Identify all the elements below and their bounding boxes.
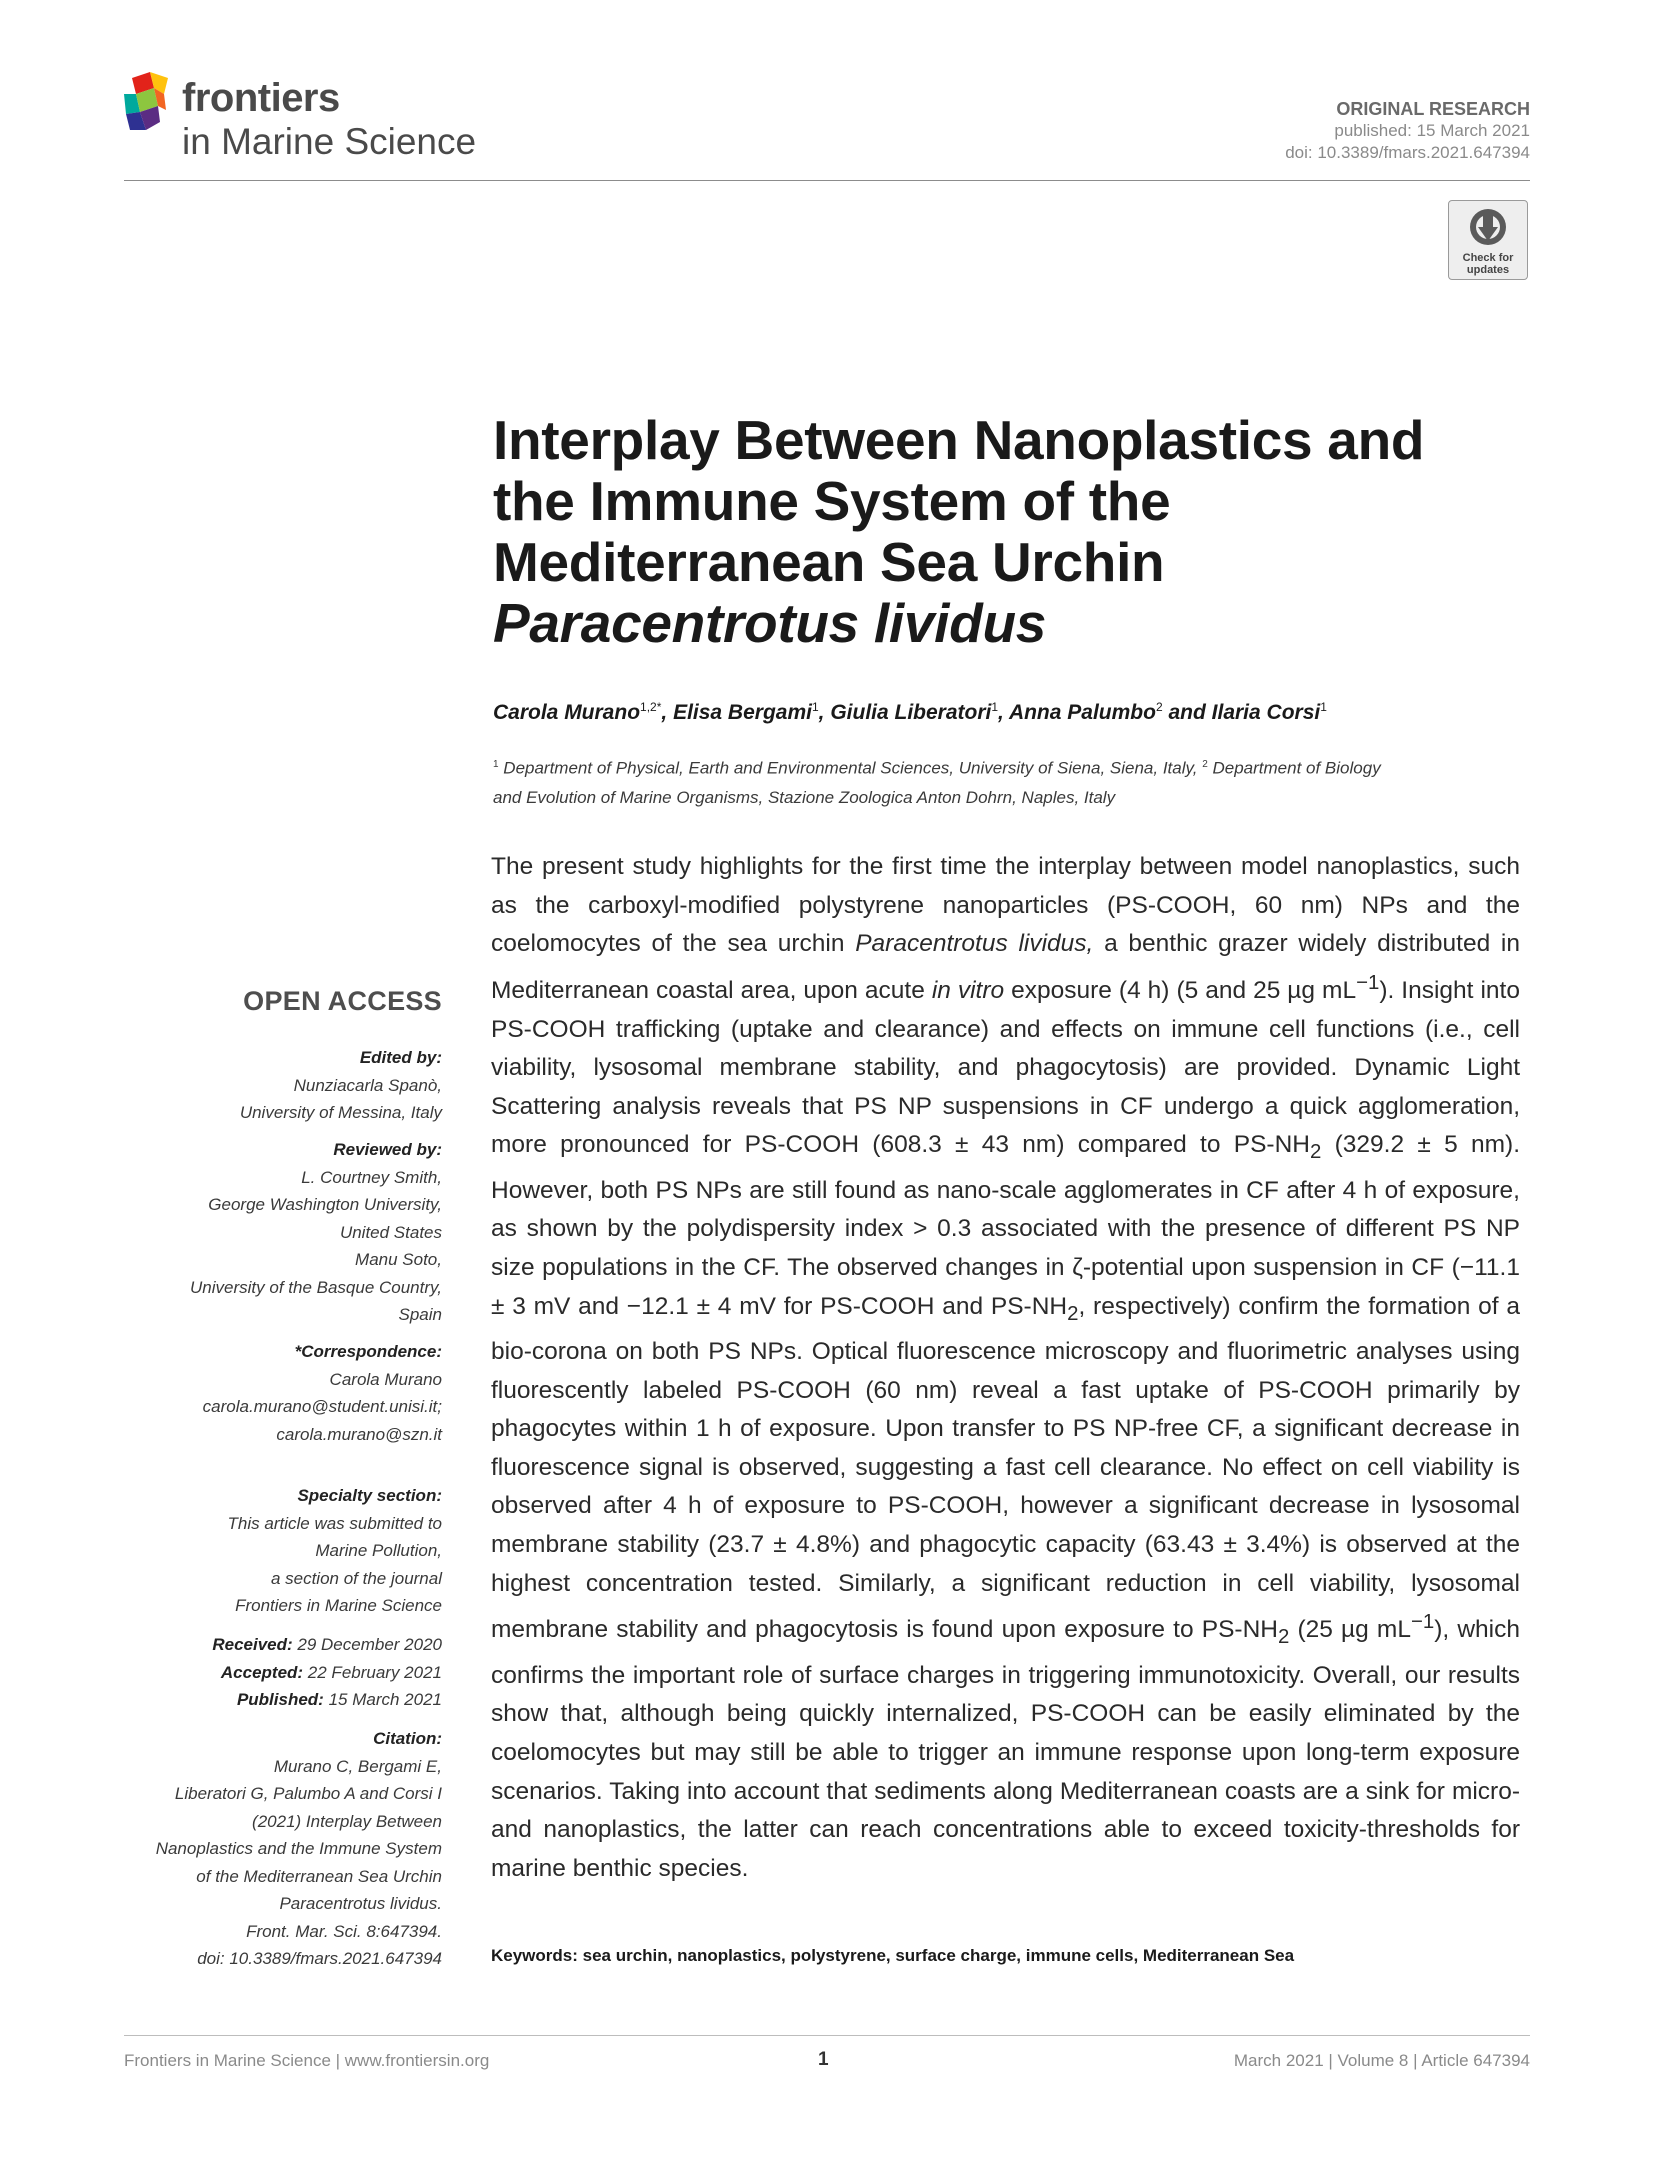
check-label-1: Check for [1462,252,1514,264]
edited-by: Edited by: Nunziacarla Spanò, University of Messina, Italy [239,1048,442,1122]
accepted-date: Accepted: 22 February 2021 [220,1662,442,1682]
check-for-updates-button[interactable] [1448,200,1528,280]
email-link[interactable]: carola.murano@student.unisi.it; [202,1397,442,1416]
author[interactable]: Anna Palumbo$^2$ [1008,700,1163,724]
author[interactable]: Elisa Bergami$^1$ [673,700,819,724]
citation: Citation: Murano C, Bergami E, Liberatori G, Palumbo A and Corsi I (2021) Interplay Between Nanoplastics and the Immune System of the Mediterranean Sea Urchin Paracentrotus lividus. Front. Mar. Sci. 8:647394. doi: 10.3389/fmars.2021.647394 [82,1725,442,1973]
affiliations: $^1$ Department of Physical, Earth and Environmental Sciences, University of Siena, Siena, Italy, $^2$ Department of Biology and Evolution of Marine Organisms, Stazione Zoologica Anton Dohrn, Naples, Italy [493,758,1381,807]
article-meta [1285,98,1530,164]
footer-divider [124,2035,1530,2036]
published-date-side: Published: 15 March 2021 [236,1690,442,1709]
article-type: ORIGINAL RESEARCH [1336,99,1530,119]
footer-issue: March 2021 | Volume 8 | Article 647394 [1233,2051,1530,2070]
header-divider [124,180,1530,181]
check-label-2: updates [1466,264,1510,276]
reviewed-by: Reviewed by: L. Courtney Smith, George Washington University, United States Manu Soto, University of the Basque Country, Spain [190,1140,442,1324]
published-date: published: 15 March 2021 [1334,121,1530,140]
frontiers-logo-icon [124,72,178,132]
author-list: Carola Murano$^{1,2*}$, Elisa Bergami$^1$, Giulia Liberatori$^1$, Anna Palumbo$^2$ and Ilaria Corsi$^1$ [493,700,1327,724]
abstract [491,848,1520,1888]
journal-name: in Marine Science [182,121,477,162]
author[interactable]: Giulia Liberatori$^1$ [830,700,999,724]
email-link[interactable]: carola.murano@szn.it [276,1424,442,1444]
author[interactable]: Carola Murano$^{1,2*}$ [493,700,662,724]
title-line: the Immune System of the [493,470,1171,532]
check-updates-icon [1466,207,1510,247]
journal-brand: frontiers [182,76,340,120]
title-line: Mediterranean Sea Urchin [493,531,1165,593]
keywords: Keywords: sea urchin, nanoplastics, polystyrene, surface charge, immune cells, Mediterranean Sea [491,1946,1295,1965]
journal-logo[interactable] [124,68,484,168]
specialty-section: Specialty section: This article was submitted to Marine Pollution, a section of the journal Frontiers in Marine Science [227,1486,442,1615]
title-line: Interplay Between Nanoplastics and [493,409,1425,471]
citation-doi[interactable]: doi: 10.3389/fmars.2021.647394 [197,1949,442,1968]
article-dates [82,1631,442,1714]
article-doi[interactable]: doi: 10.3389/fmars.2021.647394 [1285,143,1530,162]
open-access-label: OPEN ACCESS [243,986,442,1016]
abstract-text: The present study highlights for the first time the interplay between model nanoplastics, such as the carboxyl-modified polystyrene nanoparticles (PS-COOH, 60 nm) NPs and the coelomocytes of the sea urchin Paracentrotus lividus, a benthic grazer widely distributed in Mediterranean coastal area, upon acute in vitro exposure (4 h) (5 and 25 µg $mL^{-1}$). Insight into PS-COOH trafficking (uptake and clearance) and effects on immune cell functions (i.e., cell viability, lysosomal membrane stability, and phagocytosis) are provided. Dynamic Light Scattering analysis reveals that PS NP suspensions in CF undergo a quick agglomeration, more pronounced for PS-COOH (608.3 ± 43 nm) compared to $PS-NH_2$ (329.2 ± 5 nm). However, both PS NPs are still found as nano-scale agglomerates in CF after 4 h of exposure, as shown by the polydispersity index > 0.3 associated with the presence of different PS NP size populations in the CF. The observed changes in ζ-potential upon suspension in CF (−11.1 ± 3 mV and −12.1 ± 4 mV for PS-COOH and $PS-NH_2$, respectively) confirm the formation of a bio-corona on both PS NPs. Optical fluorescence microscopy and fluorimetric analyses using fluorescently labeled PS-COOH (60 nm) reveal a fast uptake of PS-COOH primarily by phagocytes within 1 h of exposure. Upon transfer to PS NP-free CF, a significant decrease in fluorescence signal is observed, suggesting a fast cell clearance. No effect on cell viability is observed after 4 h of exposure to PS-COOH, however a significant decrease in lysosomal membrane stability (23.7 ± 4.8%) and phagocytic capacity (63.43 ± 3.4%) is observed at the highest concentration tested. Similarly, a significant reduction in cell viability, lysosomal membrane stability and phagocytosis is found upon exposure to $PS-NH_2$ (25 µg $mL^{-1}$), which confirms the important role of surface charges in triggering immunotoxicity. Overall, our results show that, although being quickly internalized, PS-COOH can be easily eliminated by the coelomocytes but may still be able to trigger an immune response upon long-term exposure scenarios. Taking into account that sediments along Mediterranean coasts are a sink for micro- and nanoplastics, the latter can reach concentrations able to exceed toxicity-thresholds for marine benthic species. [491,853,1521,1882]
author[interactable]: Ilaria Corsi$^1$ [1211,700,1327,724]
received-date: Received: 29 December 2020 [212,1635,442,1654]
page-number: 1 [818,2049,829,2070]
title-species: Paracentrotus lividus [493,592,1047,654]
correspondence: *Correspondence: Carola Murano carola.murano@student.unisi.it; carola.murano@szn.it [82,1338,442,1448]
footer-journal-link[interactable]: Frontiers in Marine Science | www.frontiersin.org [124,2051,490,2070]
article-title [493,410,1533,654]
